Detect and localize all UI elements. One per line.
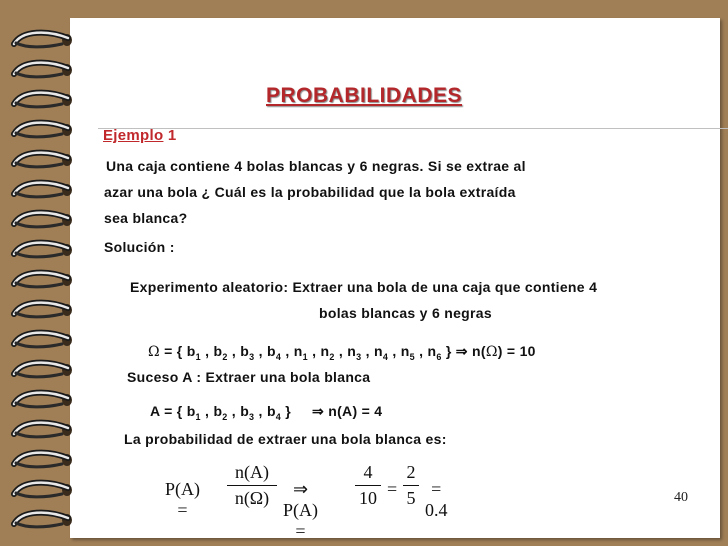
formula-den-2: 10 — [359, 488, 377, 508]
problem-line-2: azar una bola ¿ Cuál es la probabilidad que la bola extraída — [104, 184, 516, 200]
implies-arrow: ⇒ — [455, 343, 468, 359]
omega-symbol: Ω — [485, 344, 498, 360]
formula-den-1: n(Ω) — [234, 488, 270, 508]
formula-den-3: 5 — [406, 488, 416, 508]
binding-ring — [4, 178, 74, 202]
sample-subscript: 3 — [249, 351, 255, 362]
binding-ring — [4, 208, 74, 232]
sample-subscript: 2 — [329, 351, 335, 362]
page-number: 40 — [674, 490, 688, 505]
event-subscript: 3 — [249, 411, 255, 422]
fraction-bar-2 — [355, 485, 381, 486]
sample-subscript: 4 — [275, 351, 282, 362]
event-separator: , — [227, 403, 241, 419]
sample-element: $n_5$ — [400, 343, 415, 362]
event-subscript: 4 — [275, 411, 282, 422]
sample-subscript: 3 — [356, 351, 362, 362]
binding-ring — [4, 28, 74, 52]
sample-separator: , — [281, 343, 294, 359]
event-count: n(A) = 4 — [324, 403, 383, 419]
sample-element: $b_3$ — [240, 343, 255, 362]
event-element: $b_2$ — [213, 403, 228, 422]
problem-line-3: sea blanca? — [104, 210, 188, 226]
event-separator: , — [200, 403, 214, 419]
binding-ring — [4, 448, 74, 472]
example-word: Ejemplo — [103, 127, 164, 144]
title-divider — [98, 128, 728, 129]
sample-separator: , — [307, 343, 321, 359]
sample-subscript: 5 — [409, 351, 415, 362]
binding-ring — [4, 58, 74, 82]
probability-statement: La probabilidad de extraer una bola blanca es: — [124, 431, 447, 447]
formula-num-3: 2 — [406, 462, 416, 482]
sample-separator: , — [361, 343, 374, 359]
sample-element: $b_4$ — [266, 343, 282, 362]
sample-element: $n_6$ — [427, 343, 442, 362]
sample-element: $b_2$ — [213, 343, 228, 362]
formula-num-2: 4 — [363, 462, 373, 482]
fraction-bar-1 — [227, 485, 277, 486]
implies-arrow: ⇒ — [312, 403, 325, 419]
solution-label: Solución : — [104, 239, 175, 255]
set-close: } — [281, 403, 292, 419]
formula-lhs: P(A) = — [165, 479, 200, 520]
sample-element: $n_4$ — [373, 343, 389, 362]
binding-ring — [4, 268, 74, 292]
binding-ring — [4, 118, 74, 142]
sample-element: $n_3$ — [347, 343, 362, 362]
event-element: $b_3$ — [240, 403, 255, 422]
sample-separator: , — [414, 343, 428, 359]
sample-subscript: 4 — [382, 351, 389, 362]
formula-eq: = — [387, 479, 398, 499]
sample-element: $n_1$ — [293, 343, 308, 362]
binding-ring — [4, 478, 74, 502]
experiment-line-2: bolas blancas y 6 negras — [319, 305, 492, 321]
omega-symbol: Ω — [148, 344, 160, 360]
slide-title: PROBABILIDADES — [265, 84, 462, 107]
event-set-line — [150, 403, 382, 422]
example-heading — [103, 127, 177, 144]
sample-subscript: 2 — [222, 351, 228, 362]
sample-separator: , — [388, 343, 401, 359]
sample-subscript: 1 — [302, 351, 308, 362]
event-element: $b_4$ — [266, 403, 282, 422]
binding-ring — [4, 418, 74, 442]
sample-subscript: 1 — [195, 351, 201, 362]
sample-separator: , — [227, 343, 241, 359]
event-definition: Suceso A : Extraer una bola blanca — [127, 369, 371, 385]
set-close: } — [441, 343, 456, 359]
sample-subscript: 6 — [436, 351, 442, 362]
formula-result: = 0.4 — [425, 479, 448, 520]
binding-ring — [4, 388, 74, 412]
event-subscript: 1 — [195, 411, 201, 422]
set-open: A = { — [150, 403, 187, 419]
sample-separator: , — [200, 343, 214, 359]
event-subscript: 2 — [222, 411, 228, 422]
formula-mid: ⇒ P(A) = — [283, 479, 318, 541]
example-number: 1 — [167, 127, 177, 144]
binding-ring — [4, 148, 74, 172]
spacer — [291, 403, 312, 419]
sample-separator: , — [254, 343, 267, 359]
problem-line-1: Una caja contiene 4 bolas blancas y 6 negras. Si se extrae al — [106, 158, 526, 174]
binding-ring — [4, 238, 74, 262]
binding-ring — [4, 358, 74, 382]
set-open: = { — [159, 343, 187, 359]
event-separator: , — [254, 403, 267, 419]
binding-ring — [4, 328, 74, 352]
binding-ring — [4, 298, 74, 322]
formula-num-1: n(A) — [235, 462, 269, 482]
count-prefix: n( — [467, 343, 486, 359]
fraction-bar-3 — [403, 485, 419, 486]
binding-ring — [4, 508, 74, 532]
experiment-line-1: Experimento aleatorio: Extraer una bola de una caja que contiene 4 — [130, 279, 598, 295]
sample-space-line — [148, 343, 536, 362]
event-element: $b_1$ — [186, 403, 201, 422]
sample-separator: , — [334, 343, 348, 359]
sample-element: $n_2$ — [320, 343, 335, 362]
sample-element: $b_1$ — [186, 343, 201, 362]
count-suffix: ) = 10 — [497, 343, 536, 359]
